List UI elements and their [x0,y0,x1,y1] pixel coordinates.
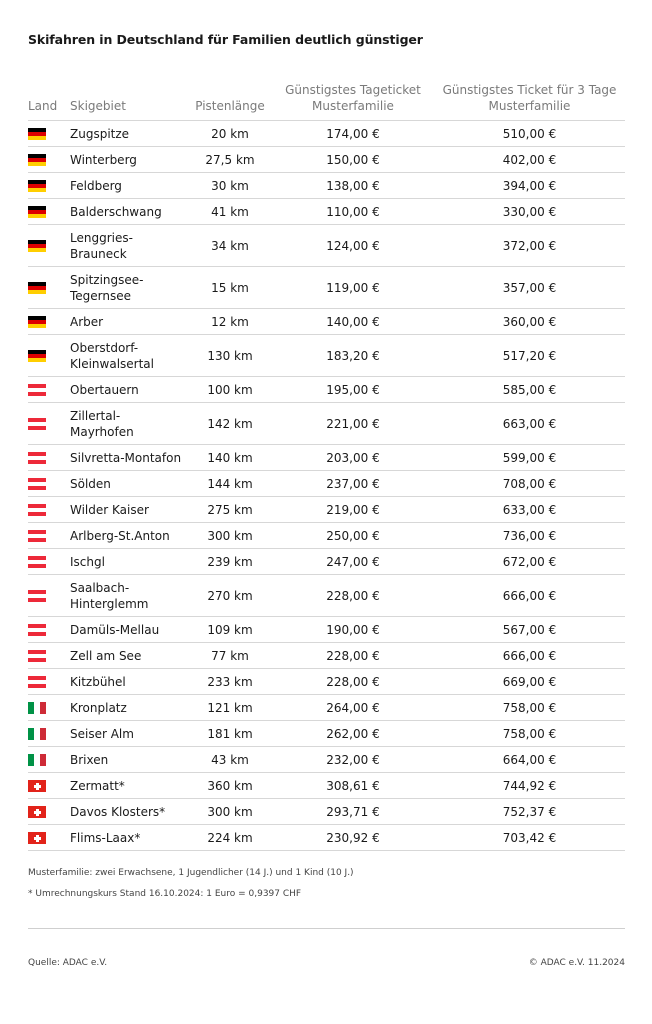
dreitage-cell: 402,00 € [434,147,625,173]
source-label: Quelle: ADAC e.V. [28,958,108,968]
skigebiet-cell [66,575,188,617]
tagesticket-cell: 264,00 € [272,695,434,721]
ch-flag [28,832,46,844]
land-cell [28,669,66,695]
land-cell [28,471,66,497]
skigebiet-name-line: Brauneck [70,246,127,261]
at-flag [28,418,46,430]
at-flag [28,384,46,396]
pistenlaenge-cell: 360 km [188,773,272,799]
dreitage-cell: 663,00 € [434,403,625,445]
dreitage-cell: 703,42 € [434,825,625,851]
pistenlaenge-cell: 300 km [188,799,272,825]
skigebiet-cell [66,445,188,471]
tagesticket-cell: 228,00 € [272,575,434,617]
table-row [28,617,625,643]
header-dreitage-line2: Musterfamilie [488,99,571,113]
skigebiet-cell [66,669,188,695]
dreitage-cell: 394,00 € [434,173,625,199]
land-cell [28,643,66,669]
pistenlaenge-cell: 30 km [188,173,272,199]
pistenlaenge-cell: 12 km [188,309,272,335]
skigebiet-cell [66,549,188,575]
land-cell [28,377,66,403]
land-cell [28,445,66,471]
land-cell [28,575,66,617]
at-flag [28,504,46,516]
table-row [28,335,625,377]
skigebiet-cell [66,121,188,147]
header-tagesticket [272,80,434,121]
table-row [28,669,625,695]
at-flag [28,624,46,636]
dreitage-cell: 510,00 € [434,121,625,147]
land-cell [28,403,66,445]
skigebiet-name-line: Arlberg-St.Anton [70,528,170,543]
skigebiet-name-line: Damüls-Mellau [70,622,160,637]
header-dreitage [434,80,625,121]
skigebiet-name-line: Arber [70,314,104,329]
at-flag [28,676,46,688]
pistenlaenge-cell: 121 km [188,695,272,721]
pistenlaenge-cell: 15 km [188,267,272,309]
ch-flag [28,780,46,792]
land-cell [28,173,66,199]
skigebiet-cell [66,617,188,643]
tagesticket-cell: 140,00 € [272,309,434,335]
skigebiet-cell [66,471,188,497]
skigebiet-cell [66,335,188,377]
land-cell [28,267,66,309]
pistenlaenge-cell: 233 km [188,669,272,695]
skigebiet-name-line: Silvretta-Montafon [70,450,182,465]
table-header-row [28,80,625,121]
skigebiet-name-line: Zugspitze [70,126,130,141]
table-row [28,377,625,403]
land-cell [28,335,66,377]
pistenlaenge-cell: 181 km [188,721,272,747]
tagesticket-cell: 250,00 € [272,523,434,549]
dreitage-cell: 330,00 € [434,199,625,225]
de-flag [28,240,46,252]
skigebiet-name-line: Kronplatz [70,700,127,715]
pistenlaenge-cell: 77 km [188,643,272,669]
pistenlaenge-cell: 142 km [188,403,272,445]
table-row [28,747,625,773]
skigebiet-cell [66,377,188,403]
land-cell [28,199,66,225]
pistenlaenge-cell: 34 km [188,225,272,267]
table-row [28,267,625,309]
tagesticket-cell: 119,00 € [272,267,434,309]
table-row [28,471,625,497]
skigebiet-cell [66,147,188,173]
dreitage-cell: 752,37 € [434,799,625,825]
tagesticket-cell: 247,00 € [272,549,434,575]
table-row [28,173,625,199]
skigebiet-name-line: Davos Klosters* [70,804,166,819]
land-cell [28,617,66,643]
skigebiet-cell [66,695,188,721]
tagesticket-cell: 221,00 € [272,403,434,445]
skigebiet-cell [66,309,188,335]
it-flag [28,702,46,714]
skigebiet-name-line: Balderschwang [70,204,162,219]
land-cell [28,497,66,523]
table-row [28,523,625,549]
header-tagesticket-line2: Musterfamilie [312,99,394,113]
land-cell [28,147,66,173]
at-flag [28,556,46,568]
dreitage-cell: 758,00 € [434,695,625,721]
table-row [28,825,625,851]
footer-divider [28,928,625,929]
copyright-label: © ADAC e.V. 11.2024 [528,958,625,968]
skigebiet-name-line: Obertauern [70,382,139,397]
header-pistenlaenge: Pistenlänge [188,80,272,121]
dreitage-cell: 672,00 € [434,549,625,575]
tagesticket-cell: 308,61 € [272,773,434,799]
pistenlaenge-cell: 41 km [188,199,272,225]
tagesticket-cell: 138,00 € [272,173,434,199]
skigebiet-name-line: Spitzingsee- [70,272,144,287]
skigebiet-name-line: Kitzbühel [70,674,126,689]
at-flag [28,452,46,464]
tagesticket-cell: 174,00 € [272,121,434,147]
dreitage-cell: 666,00 € [434,575,625,617]
tagesticket-cell: 237,00 € [272,471,434,497]
dreitage-cell: 360,00 € [434,309,625,335]
table-row [28,497,625,523]
de-flag [28,316,46,328]
table-row [28,403,625,445]
land-cell [28,225,66,267]
table-row [28,199,625,225]
pistenlaenge-cell: 130 km [188,335,272,377]
table-row [28,225,625,267]
tagesticket-cell: 293,71 € [272,799,434,825]
pistenlaenge-cell: 109 km [188,617,272,643]
header-dreitage-line1: Günstigstes Ticket für 3 Tage [442,83,617,97]
land-cell [28,825,66,851]
tagesticket-cell: 183,20 € [272,335,434,377]
dreitage-cell: 585,00 € [434,377,625,403]
table-row [28,643,625,669]
pistenlaenge-cell: 27,5 km [188,147,272,173]
de-flag [28,282,46,294]
skigebiet-name-line: Kleinwalsertal [70,356,154,371]
pistenlaenge-cell: 275 km [188,497,272,523]
note-musterfamilie: Musterfamilie: zwei Erwachsene, 1 Jugendlicher (14 J.) und 1 Kind (10 J.) [28,868,354,878]
tagesticket-cell: 195,00 € [272,377,434,403]
land-cell [28,695,66,721]
pistenlaenge-cell: 224 km [188,825,272,851]
pistenlaenge-cell: 140 km [188,445,272,471]
pistenlaenge-cell: 43 km [188,747,272,773]
tagesticket-cell: 124,00 € [272,225,434,267]
skigebiet-name-line: Oberstdorf- [70,340,139,355]
skigebiet-cell [66,267,188,309]
skigebiet-name-line: Winterberg [70,152,137,167]
ski-price-table [28,80,625,851]
skigebiet-name-line: Zermatt* [70,778,125,793]
skigebiet-name-line: Seiser Alm [70,726,134,741]
land-cell [28,121,66,147]
tagesticket-cell: 228,00 € [272,643,434,669]
dreitage-cell: 666,00 € [434,643,625,669]
ch-flag [28,806,46,818]
it-flag [28,728,46,740]
table-row [28,799,625,825]
dreitage-cell: 567,00 € [434,617,625,643]
skigebiet-name-line: Wilder Kaiser [70,502,149,517]
dreitage-cell: 708,00 € [434,471,625,497]
at-flag [28,650,46,662]
skigebiet-cell [66,403,188,445]
land-cell [28,799,66,825]
skigebiet-name-line: Tegernsee [70,288,132,303]
it-flag [28,754,46,766]
pistenlaenge-cell: 270 km [188,575,272,617]
de-flag [28,154,46,166]
dreitage-cell: 664,00 € [434,747,625,773]
header-land: Land [28,80,66,121]
skigebiet-cell [66,497,188,523]
skigebiet-cell [66,199,188,225]
table-row [28,695,625,721]
dreitage-cell: 633,00 € [434,497,625,523]
land-cell [28,721,66,747]
skigebiet-name-line: Zillertal- [70,408,121,423]
dreitage-cell: 736,00 € [434,523,625,549]
dreitage-cell: 599,00 € [434,445,625,471]
skigebiet-name-line: Ischgl [70,554,105,569]
skigebiet-cell [66,225,188,267]
table-row [28,121,625,147]
land-cell [28,549,66,575]
skigebiet-name-line: Sölden [70,476,111,491]
land-cell [28,309,66,335]
table-row [28,309,625,335]
dreitage-cell: 372,00 € [434,225,625,267]
table-row [28,549,625,575]
table-row [28,445,625,471]
note-umrechnungskurs: * Umrechnungskurs Stand 16.10.2024: 1 Euro = 0,9397 CHF [28,889,302,899]
tagesticket-cell: 190,00 € [272,617,434,643]
skigebiet-name-line: Feldberg [70,178,122,193]
skigebiet-name-line: Saalbach- [70,580,130,595]
pistenlaenge-cell: 144 km [188,471,272,497]
skigebiet-cell [66,825,188,851]
table-row [28,147,625,173]
at-flag [28,590,46,602]
tagesticket-cell: 228,00 € [272,669,434,695]
skigebiet-cell [66,799,188,825]
dreitage-cell: 357,00 € [434,267,625,309]
skigebiet-cell [66,747,188,773]
dreitage-cell: 758,00 € [434,721,625,747]
pistenlaenge-cell: 100 km [188,377,272,403]
table-row [28,575,625,617]
skigebiet-name-line: Zell am See [70,648,142,663]
skigebiet-cell [66,721,188,747]
skigebiet-name-line: Brixen [70,752,109,767]
skigebiet-name-line: Hinterglemm [70,596,149,611]
land-cell [28,747,66,773]
pistenlaenge-cell: 300 km [188,523,272,549]
table-body [28,121,625,851]
de-flag [28,350,46,362]
at-flag [28,530,46,542]
at-flag [28,478,46,490]
de-flag [28,206,46,218]
skigebiet-name-line: Lenggries- [70,230,133,245]
skigebiet-cell [66,773,188,799]
skigebiet-name-line: Flims-Laax* [70,830,141,845]
pistenlaenge-cell: 239 km [188,549,272,575]
tagesticket-cell: 203,00 € [272,445,434,471]
chart-title: Skifahren in Deutschland für Familien deutlich günstiger [28,32,423,47]
tagesticket-cell: 262,00 € [272,721,434,747]
de-flag [28,128,46,140]
dreitage-cell: 669,00 € [434,669,625,695]
skigebiet-name-line: Mayrhofen [70,424,134,439]
tagesticket-cell: 230,92 € [272,825,434,851]
skigebiet-cell [66,523,188,549]
table-row [28,721,625,747]
pistenlaenge-cell: 20 km [188,121,272,147]
header-tagesticket-line1: Günstigstes Tageticket [285,83,421,97]
land-cell [28,523,66,549]
de-flag [28,180,46,192]
tagesticket-cell: 150,00 € [272,147,434,173]
dreitage-cell: 517,20 € [434,335,625,377]
table-row [28,773,625,799]
tagesticket-cell: 232,00 € [272,747,434,773]
skigebiet-cell [66,173,188,199]
header-skigebiet: Skigebiet [66,80,188,121]
skigebiet-cell [66,643,188,669]
tagesticket-cell: 110,00 € [272,199,434,225]
tagesticket-cell: 219,00 € [272,497,434,523]
land-cell [28,773,66,799]
dreitage-cell: 744,92 € [434,773,625,799]
